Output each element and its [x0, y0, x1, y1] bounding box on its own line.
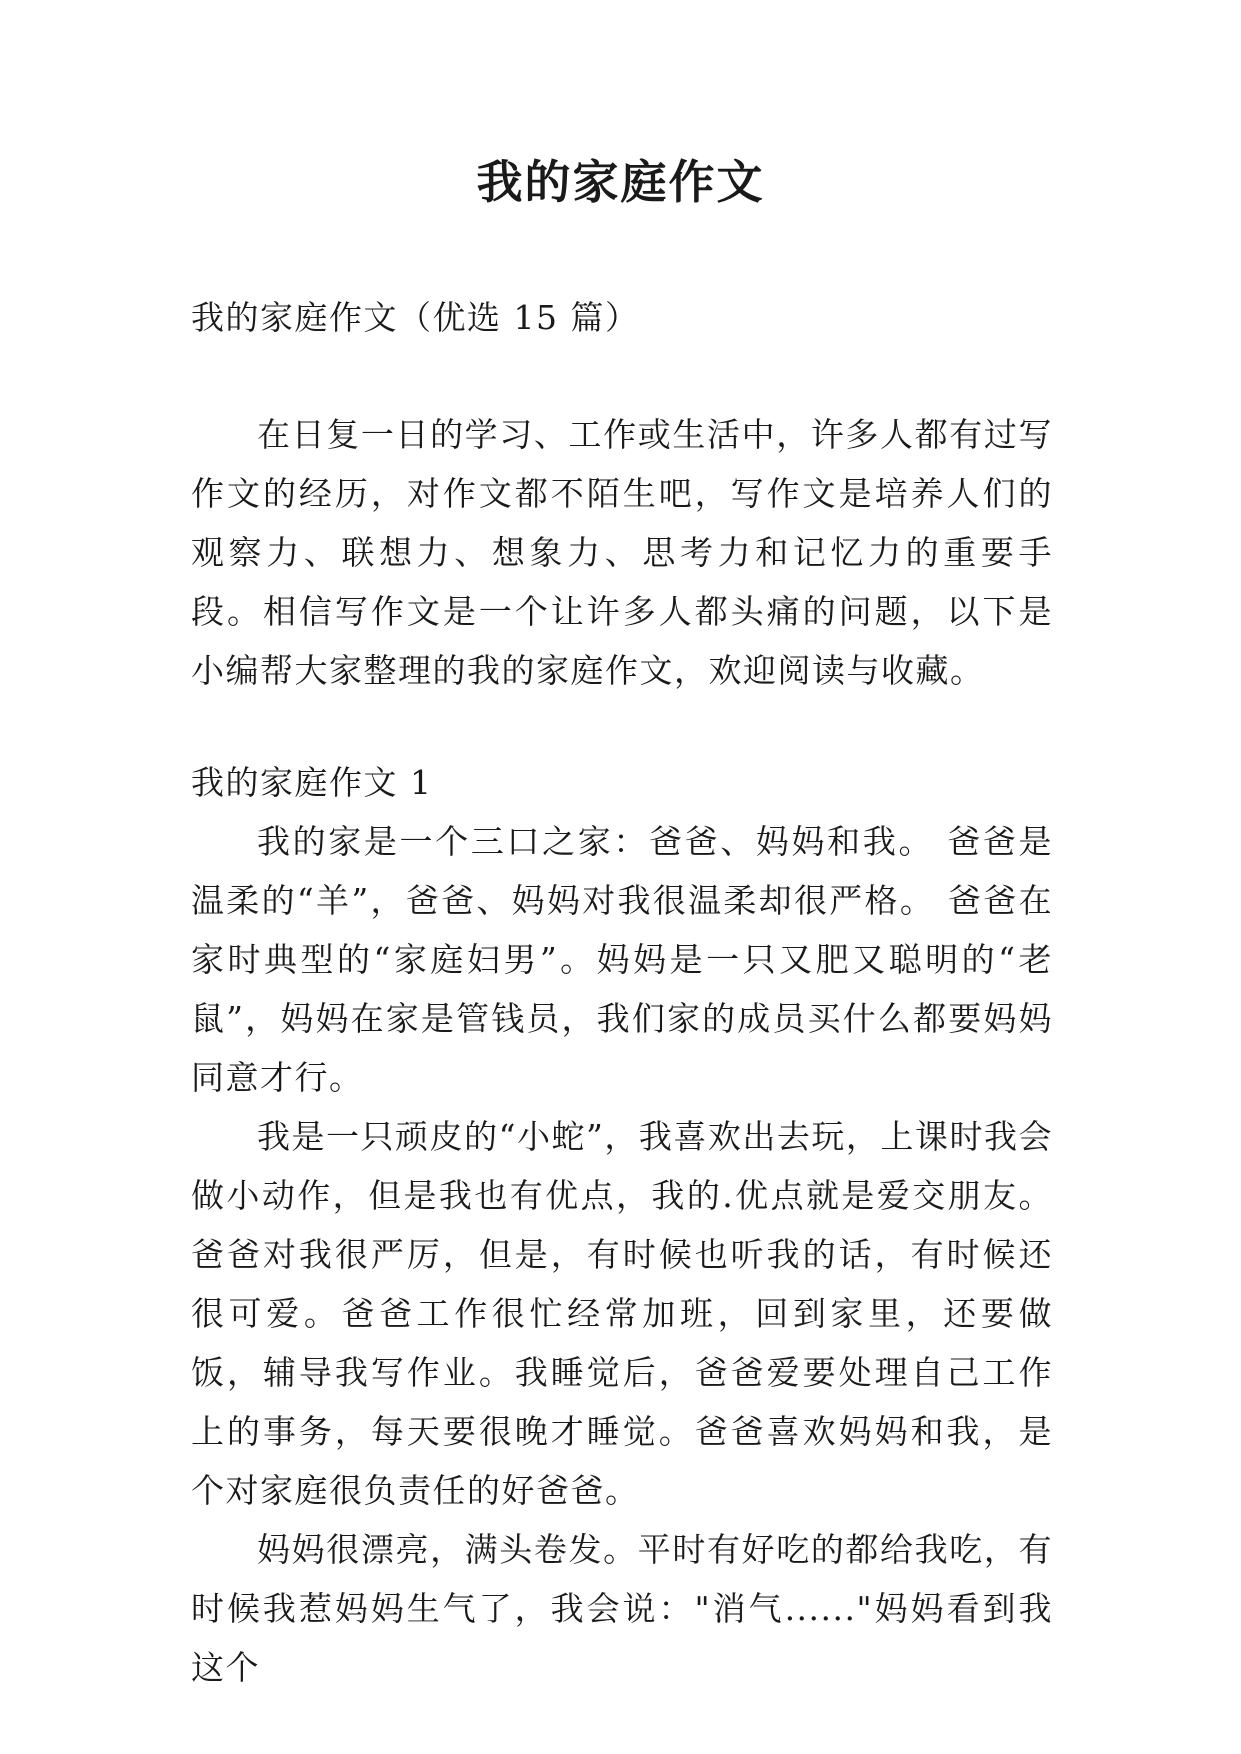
essay-body	[191, 812, 1053, 1697]
essay-paragraph: 我是一只顽皮的“小蛇”，我喜欢出去玩，上课时我会做小动作，但是我也有优点，我的.优点就是爱交朋友。 爸爸对我很严厉，但是，有时候也听我的话，有时候还很可爱。爸爸工作很忙经常加班，回到家里，还要做饭，辅导我写作业。我睡觉后，爸爸爱要处理自己工作上的事务，每天要很晚才睡觉。爸爸喜欢妈妈和我，是个对家庭很负责任的好爸爸。	[191, 1117, 1053, 1510]
document-subtitle: 我的家庭作文（优选 15 篇）	[191, 298, 640, 337]
document-title: 我的家庭作文	[476, 155, 765, 209]
essay-paragraph: 妈妈很漂亮，满头卷发。平时有好吃的都给我吃，有时候我惹妈妈生气了，我会说："消气......"妈妈看到我这个	[191, 1530, 1053, 1687]
section-heading: 我的家庭作文 1	[191, 763, 433, 802]
intro-paragraph: 在日复一日的学习、工作或生活中，许多人都有过写作文的经历，对作文都不陌生吧，写作文是培养人们的观察力、联想力、想象力、思考力和记忆力的重要手段。相信写作文是一个让许多人都头痛的问题，以下是小编帮大家整理的我的家庭作文，欢迎阅读与收藏。	[191, 415, 1053, 690]
essay-paragraph: 我的家是一个三口之家：爸爸、妈妈和我。 爸爸是温柔的“羊”，爸爸、妈妈对我很温柔却很严格。 爸爸在家时典型的“家庭妇男”。妈妈是一只又肥又聪明的“老鼠”，妈妈在家是管钱员，我们家的成员买什么都要妈妈同意才行。	[191, 822, 1053, 1097]
